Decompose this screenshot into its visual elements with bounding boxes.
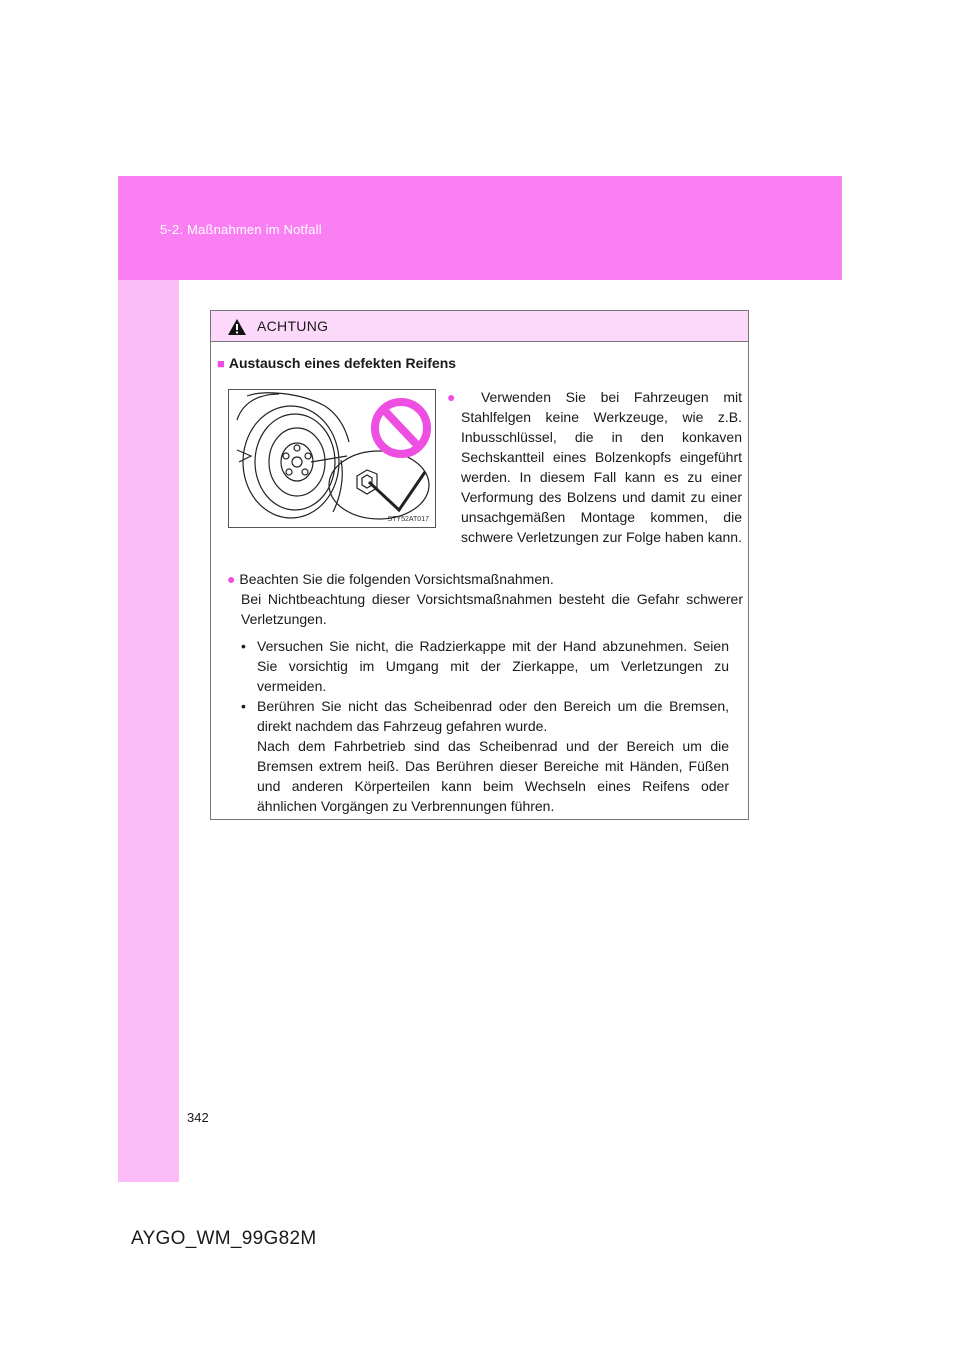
square-bullet-icon: ■ (217, 356, 225, 371)
prohibition-sign (375, 402, 427, 454)
bullet-precautions (227, 569, 743, 816)
document-code: AYGO_WM_99G82M (131, 1228, 317, 1249)
wheel-illustration (228, 389, 436, 528)
precautions-risk: Bei Nichtbeachtung dieser Vorsichtsmaßnahmen besteht die Gefahr schwerer Verletzungen. (241, 591, 743, 627)
precautions-intro: Beachten Sie die folgenden Vorsichtsmaßnahmen. (239, 571, 554, 587)
illustration-code: STY52AT017 (387, 516, 429, 523)
list-item: • Berühren Sie nicht das Scheibenrad oder den Bereich um die Bremsen, direkt nachdem das Fahrzeug gefahren wurde. Nach dem Fahrbetrieb sind das Scheibenrad und der Bereich um die Bremsen extrem heiß. Das Berühren dieser Bereiche mit Händen, Füßen und anderen Körperteilen kann beim Wechseln eines Reifens oder ähnlichen Vorgängen zu Verbrennungen führen. (241, 698, 729, 814)
section-header (118, 176, 842, 280)
warning-label: ACHTUNG (257, 318, 329, 334)
thumb-tab-strip (118, 280, 179, 1182)
round-bullet-icon: ● (447, 389, 467, 405)
section-title: 5-2. Maßnahmen im Notfall (160, 222, 322, 237)
wheel-bolt-drawing (229, 390, 435, 527)
page-number: 342 (187, 1110, 209, 1125)
warning-section-title: Austausch eines defekten Reifens (228, 355, 457, 371)
bullet-steel-rims-text: Verwenden Sie bei Fahrzeugen mit Stahlfelgen keine Werkzeuge, wie z.B. Inbusschlüssel, die in den konkaven Sechskantteil eines Bolzenkopfs eingeführt werden. In diesem Fall kann es zu einer Verformung des Bolzens und damit zu einer unsachgemäßen Montage kommen, die schwere Verletzungen zur Folge haben kann. (461, 389, 742, 545)
warning-header (211, 311, 748, 342)
warning-section-heading (217, 355, 456, 371)
round-bullet-icon: ● (227, 571, 236, 587)
bullet-steel-rims (447, 387, 742, 547)
warning-triangle-icon (227, 318, 247, 336)
list-item: • Versuchen Sie nicht, die Radzierkappe mit der Hand abzunehmen. Seien Sie vorsichtig im Umgang mit der Zierkappe, um Verletzungen zu vermeiden. (241, 638, 729, 694)
warning-box (210, 310, 749, 820)
precautions-list (227, 636, 743, 816)
